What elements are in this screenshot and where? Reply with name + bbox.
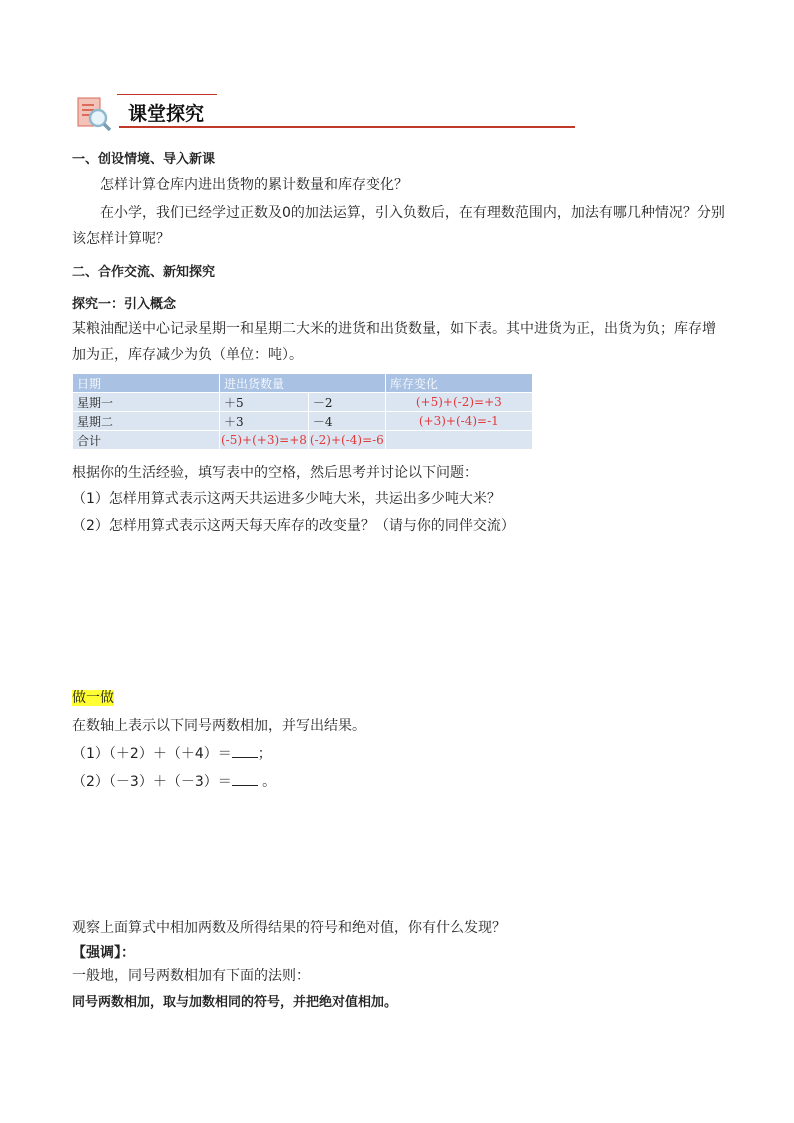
table-header-quantity: 进出货数量 (220, 374, 386, 393)
table-cell-in: ＋3 (220, 412, 309, 431)
emphasis-label: 【强调】： (72, 945, 135, 961)
rule-intro: 一般地，同号两数相加有下面的法则： (72, 968, 310, 984)
header-top-line (117, 94, 217, 95)
section-1-paragraph-1: 怎样计算仓库内进出货物的累计数量和库存变化？ (100, 177, 408, 193)
table-cell-in: ＋5 (220, 393, 309, 412)
table-cell-label: 星期一 (73, 393, 220, 412)
section-1-paragraph-2a: 在小学，我们已经学过正数及0的加法运算，引入负数后，在有理数范围内，加法有哪几种情况？分别 (100, 205, 725, 221)
observe-question: 观察上面算式中相加两数及所得结果的符号和绝对值，你有什么发现？ (72, 920, 506, 936)
rule-statement: 同号两数相加，取与加数相同的符号，并把绝对值相加。 (72, 995, 398, 1010)
table-header-change: 库存变化 (385, 374, 532, 393)
question-2: （2）怎样用算式表示这两天每天库存的改变量？（请与你的同伴交流） (72, 518, 515, 534)
table-row (73, 412, 533, 431)
table-cell-in: (-5)+(+3)=+8 (220, 431, 309, 450)
exercise-2-blank[interactable] (232, 771, 258, 786)
table-header-date: 日期 (73, 374, 220, 393)
section-2-heading: 二、合作交流、新知探究 (72, 265, 216, 280)
after-table-paragraph: 根据你的生活经验，填写表中的空格，然后思考并讨论以下问题： (72, 465, 478, 481)
table-cell-change (385, 431, 532, 450)
practice-intro: 在数轴上表示以下同号两数相加，并写出结果。 (72, 718, 366, 734)
exercise-2-end: 。 (257, 774, 277, 790)
section-title: 课堂探究 (128, 103, 205, 125)
exercise-2-expression: （2）（－3）＋（－3）＝ (72, 774, 232, 790)
explore-paragraph-a: 某粮油配送中心记录星期一和星期二大米的进货和出货数量，如下表。其中进货为正，出货为负；库存增 (72, 321, 716, 337)
explore-paragraph-b: 加为正，库存减少为负（单位：吨）。 (72, 347, 303, 363)
table-cell-out: －2 (308, 393, 385, 412)
header-underline (119, 126, 575, 128)
section-1-heading: 一、创设情境、导入新课 (72, 152, 216, 167)
exercise-1-blank[interactable] (232, 743, 258, 758)
table-cell-out: －4 (308, 412, 385, 431)
practice-exercise-2 (72, 771, 276, 792)
explore-title: 探究一：引入概念 (72, 297, 177, 312)
question-1: （1）怎样用算式表示这两天共运进多少吨大米，共运出多少吨大米？ (72, 491, 501, 507)
table-row (73, 431, 533, 450)
exercise-1-end: ； (257, 746, 272, 762)
magnifier-doc-icon (76, 96, 112, 132)
table-cell-out: (-2)+(-4)=-6 (308, 431, 385, 450)
exercise-1-expression: （1）（＋2）＋（＋4）＝ (72, 746, 232, 762)
practice-title-text: 做一做 (72, 690, 114, 706)
table-cell-change: (+5)+(-2)=+3 (385, 393, 532, 412)
table-cell-change: (+3)+(-4)=-1 (385, 412, 532, 431)
section-1-paragraph-2b: 该怎样计算呢？ (72, 231, 170, 247)
table-cell-label: 合计 (73, 431, 220, 450)
table-cell-label: 星期二 (73, 412, 220, 431)
inventory-table (72, 373, 533, 450)
practice-exercise-1 (72, 743, 272, 764)
table-row (73, 393, 533, 412)
table-header-row (73, 374, 533, 393)
practice-title (72, 688, 114, 708)
